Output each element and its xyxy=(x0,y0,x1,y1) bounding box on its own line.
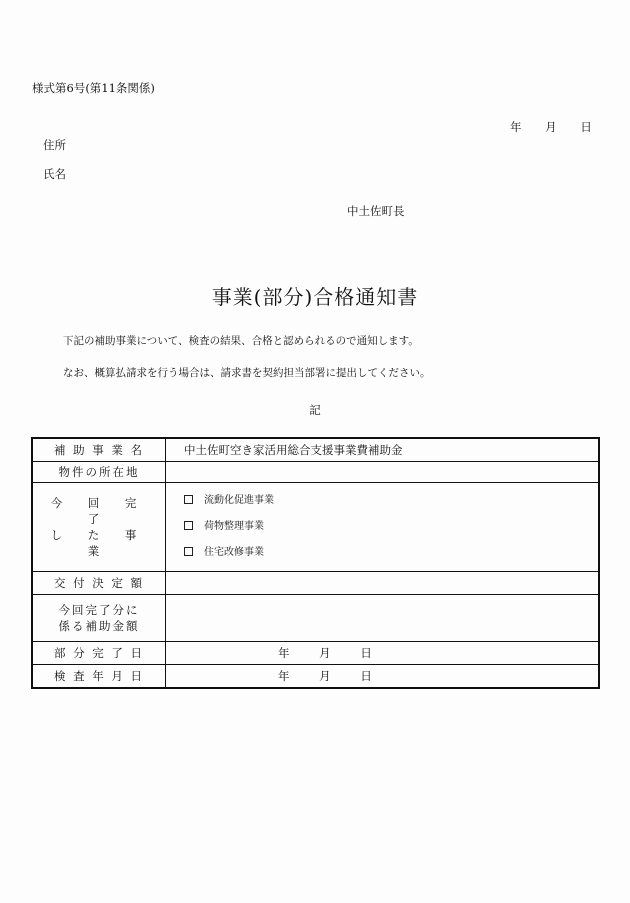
completed-projects-label xyxy=(32,483,166,572)
inspection-date-label: 検 査 年 月 日 xyxy=(32,665,166,689)
checkbox-icon xyxy=(184,547,193,556)
address-label: 住所 xyxy=(43,138,66,152)
table-row-project-name xyxy=(32,438,599,462)
table-row-partial-complete-date xyxy=(32,642,599,665)
date-year: 年 xyxy=(278,646,290,660)
project-name-value: 中土佐町空き家活用総合支援事業費補助金 xyxy=(166,438,600,462)
list-item xyxy=(184,514,598,540)
checkbox-icon xyxy=(184,521,193,530)
subsidy-amount-value xyxy=(166,595,600,642)
table-row-grant-amount xyxy=(32,572,599,595)
grant-amount-value xyxy=(166,572,600,595)
subsidy-label-line-1: 今回完了分に xyxy=(58,603,140,617)
checkbox-icon xyxy=(184,495,193,504)
completed-label-line-2: し た 事 業 xyxy=(50,528,148,558)
list-item xyxy=(184,488,598,514)
table-row-inspection-date xyxy=(32,665,599,689)
form-number: 様式第6号(第11条関係) xyxy=(32,81,155,95)
item-label: 流動化促進事業 xyxy=(204,495,274,506)
body-paragraph-1: 下記の補助事業について、検査の結果、合格と認められるので通知します。 xyxy=(63,335,419,347)
location-value xyxy=(166,462,600,483)
item-label: 荷物整理事業 xyxy=(204,521,264,532)
body-paragraph-2: なお、概算払請求を行う場合は、請求書を契約担当部署に提出してください。 xyxy=(63,367,431,379)
issue-date xyxy=(510,119,592,135)
issue-date-day: 日 xyxy=(580,120,592,134)
subsidy-amount-label xyxy=(32,595,166,642)
name-label: 氏名 xyxy=(43,167,66,181)
completed-projects-list xyxy=(166,483,600,572)
issue-date-month: 月 xyxy=(545,120,557,134)
grant-amount-label: 交 付 決 定 額 xyxy=(32,572,166,595)
table-row-completed-projects xyxy=(32,483,599,572)
notice-table xyxy=(31,437,600,689)
location-label: 物件の所在地 xyxy=(32,462,166,483)
partial-complete-date xyxy=(166,642,600,665)
partial-complete-label: 部 分 完 了 日 xyxy=(32,642,166,665)
document-title: 事業(部分)合格通知書 xyxy=(211,285,419,309)
issuer-name: 中土佐町長 xyxy=(347,204,405,218)
inspection-date xyxy=(166,665,600,689)
date-day: 日 xyxy=(360,669,372,683)
issue-date-year: 年 xyxy=(510,120,522,134)
date-day: 日 xyxy=(360,646,372,660)
table-row-location xyxy=(32,462,599,483)
ki-heading: 記 xyxy=(309,403,321,417)
item-label: 住宅改修事業 xyxy=(204,547,264,558)
project-name-label: 補 助 事 業 名 xyxy=(32,438,166,462)
date-year: 年 xyxy=(278,669,290,683)
subsidy-label-line-2: 係る補助金額 xyxy=(58,619,140,633)
table-row-subsidy-amount xyxy=(32,595,599,642)
list-item xyxy=(184,540,598,566)
date-month: 月 xyxy=(319,669,331,683)
date-month: 月 xyxy=(319,646,331,660)
completed-label-line-1: 今 回 完 了 xyxy=(50,496,148,526)
